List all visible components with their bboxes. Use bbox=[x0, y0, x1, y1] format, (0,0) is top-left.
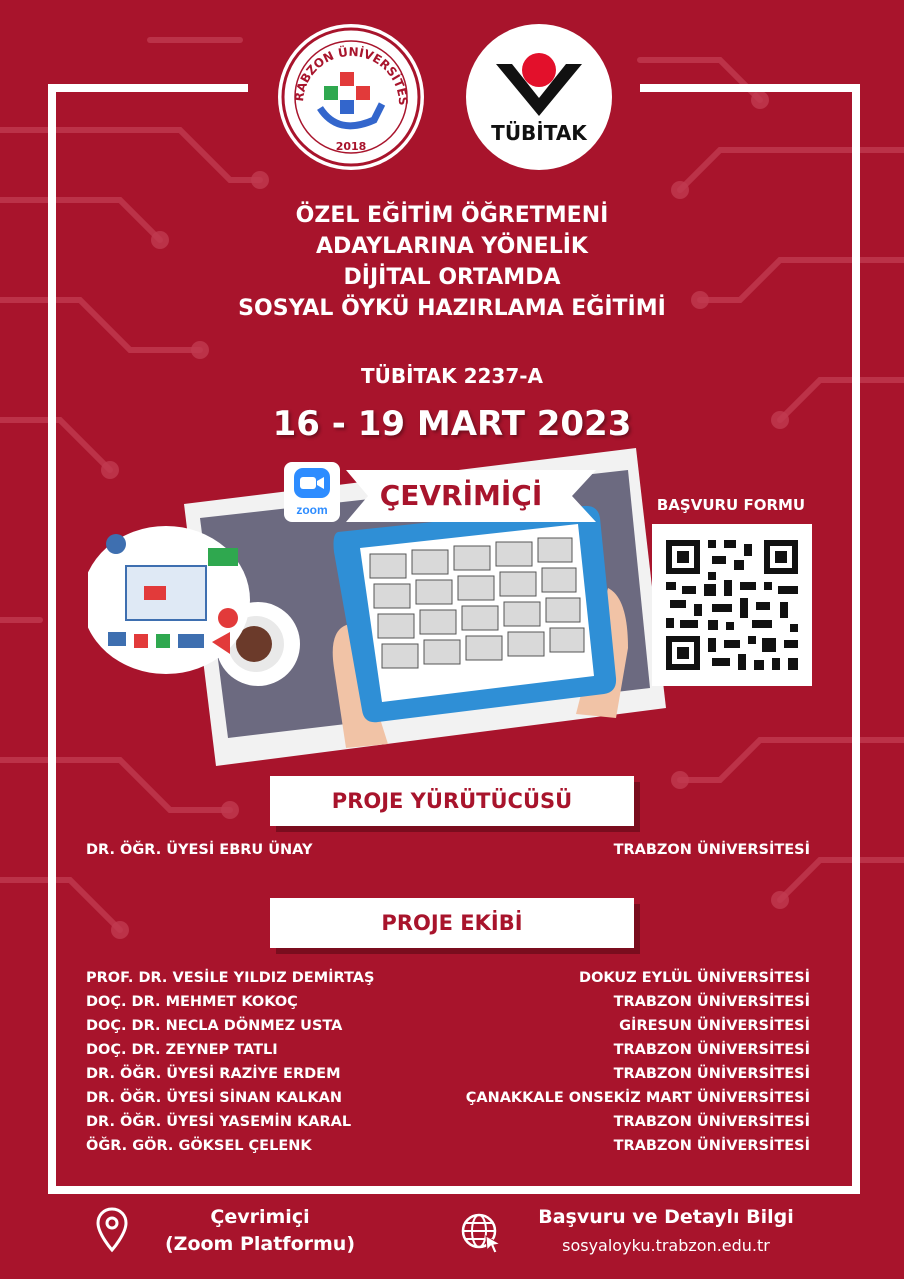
tubitak-logo bbox=[466, 24, 612, 170]
team-member-institution: DOKUZ EYLÜL ÜNİVERSİTESİ bbox=[579, 970, 810, 986]
team-member-row bbox=[86, 1066, 810, 1090]
frame-left bbox=[48, 84, 56, 1194]
team-member-name: DOÇ. DR. ZEYNEP TATLI bbox=[86, 1042, 278, 1058]
team-member-name: DR. ÖĞR. ÜYESİ SİNAN KALKAN bbox=[86, 1090, 342, 1106]
frame-top-left bbox=[48, 84, 248, 92]
footer-info-url[interactable]: sosyaloyku.trabzon.edu.tr bbox=[562, 1236, 770, 1255]
university-logo-text: RABZON ÜNİVERSİTES bbox=[291, 44, 411, 106]
project-lead-heading: PROJE YÜRÜTÜCÜSÜ bbox=[270, 776, 634, 826]
frame-right bbox=[852, 84, 860, 1194]
team-member-row bbox=[86, 994, 810, 1018]
team-member-institution: ÇANAKKALE ONSEKİZ MART ÜNİVERSİTESİ bbox=[465, 1090, 810, 1106]
footer-location-line2: (Zoom Platformu) bbox=[164, 1233, 356, 1255]
frame-top-right bbox=[640, 84, 860, 92]
team-member-row bbox=[86, 1138, 810, 1162]
title-line-4: SOSYAL ÖYKÜ HAZIRLAMA EĞİTİMİ bbox=[238, 296, 666, 321]
team-member-row bbox=[86, 970, 810, 994]
team-member-institution: TRABZON ÜNİVERSİTESİ bbox=[613, 1066, 810, 1082]
team-member-row bbox=[86, 1090, 810, 1114]
online-label: ÇEVRİMİÇİ bbox=[379, 479, 543, 512]
project-lead-institution: TRABZON ÜNİVERSİTESİ bbox=[613, 842, 810, 858]
team-member-name: DOÇ. DR. MEHMET KOKOÇ bbox=[86, 994, 298, 1010]
footer-location bbox=[140, 1204, 380, 1258]
project-team-heading: PROJE EKİBİ bbox=[270, 898, 634, 948]
team-member-row bbox=[86, 1018, 810, 1042]
event-title bbox=[100, 200, 804, 324]
team-member-name: ÖĞR. GÖR. GÖKSEL ÇELENK bbox=[86, 1138, 312, 1154]
title-line-3: DİJİTAL ORTAMDA bbox=[343, 265, 561, 290]
project-lead-row bbox=[86, 842, 810, 866]
team-member-row bbox=[86, 1042, 810, 1066]
trabzon-university-logo bbox=[278, 24, 424, 170]
team-member-name: DOÇ. DR. NECLA DÖNMEZ USTA bbox=[86, 1018, 343, 1034]
tubitak-logo-text: TÜBİTAK bbox=[491, 121, 587, 145]
footer-location-line1: Çevrimiçi bbox=[210, 1206, 310, 1228]
title-line-2: ADAYLARINA YÖNELİK bbox=[316, 234, 588, 259]
team-member-name: DR. ÖĞR. ÜYESİ RAZİYE ERDEM bbox=[86, 1066, 341, 1082]
frame-bottom bbox=[48, 1186, 860, 1194]
team-member-name: PROF. DR. VESİLE YILDIZ DEMİRTAŞ bbox=[86, 970, 375, 986]
team-member-row bbox=[86, 1114, 810, 1138]
university-logo-year: 2018 bbox=[335, 140, 367, 153]
application-form-label: BAŞVURU FORMU bbox=[656, 496, 806, 514]
project-lead-name: DR. ÖĞR. ÜYESİ EBRU ÜNAY bbox=[86, 842, 313, 858]
globe-icon bbox=[460, 1212, 502, 1254]
event-date: 16 - 19 MART 2023 bbox=[272, 404, 632, 444]
program-code: TÜBİTAK 2237-A bbox=[360, 364, 544, 388]
team-member-institution: TRABZON ÜNİVERSİTESİ bbox=[613, 1138, 810, 1154]
location-pin-icon bbox=[94, 1206, 130, 1254]
team-member-institution: TRABZON ÜNİVERSİTESİ bbox=[613, 994, 810, 1010]
team-member-institution: TRABZON ÜNİVERSİTESİ bbox=[613, 1042, 810, 1058]
zoom-label: zoom bbox=[296, 503, 328, 517]
application-qr-code[interactable] bbox=[652, 524, 812, 686]
team-member-name: DR. ÖĞR. ÜYESİ YASEMİN KARAL bbox=[86, 1114, 352, 1130]
team-member-institution: GİRESUN ÜNİVERSİTESİ bbox=[619, 1018, 810, 1034]
team-member-institution: TRABZON ÜNİVERSİTESİ bbox=[613, 1114, 810, 1130]
title-line-1: ÖZEL EĞİTİM ÖĞRETMENİ bbox=[295, 203, 609, 228]
footer-info-title: Başvuru ve Detaylı Bilgi bbox=[538, 1206, 794, 1228]
